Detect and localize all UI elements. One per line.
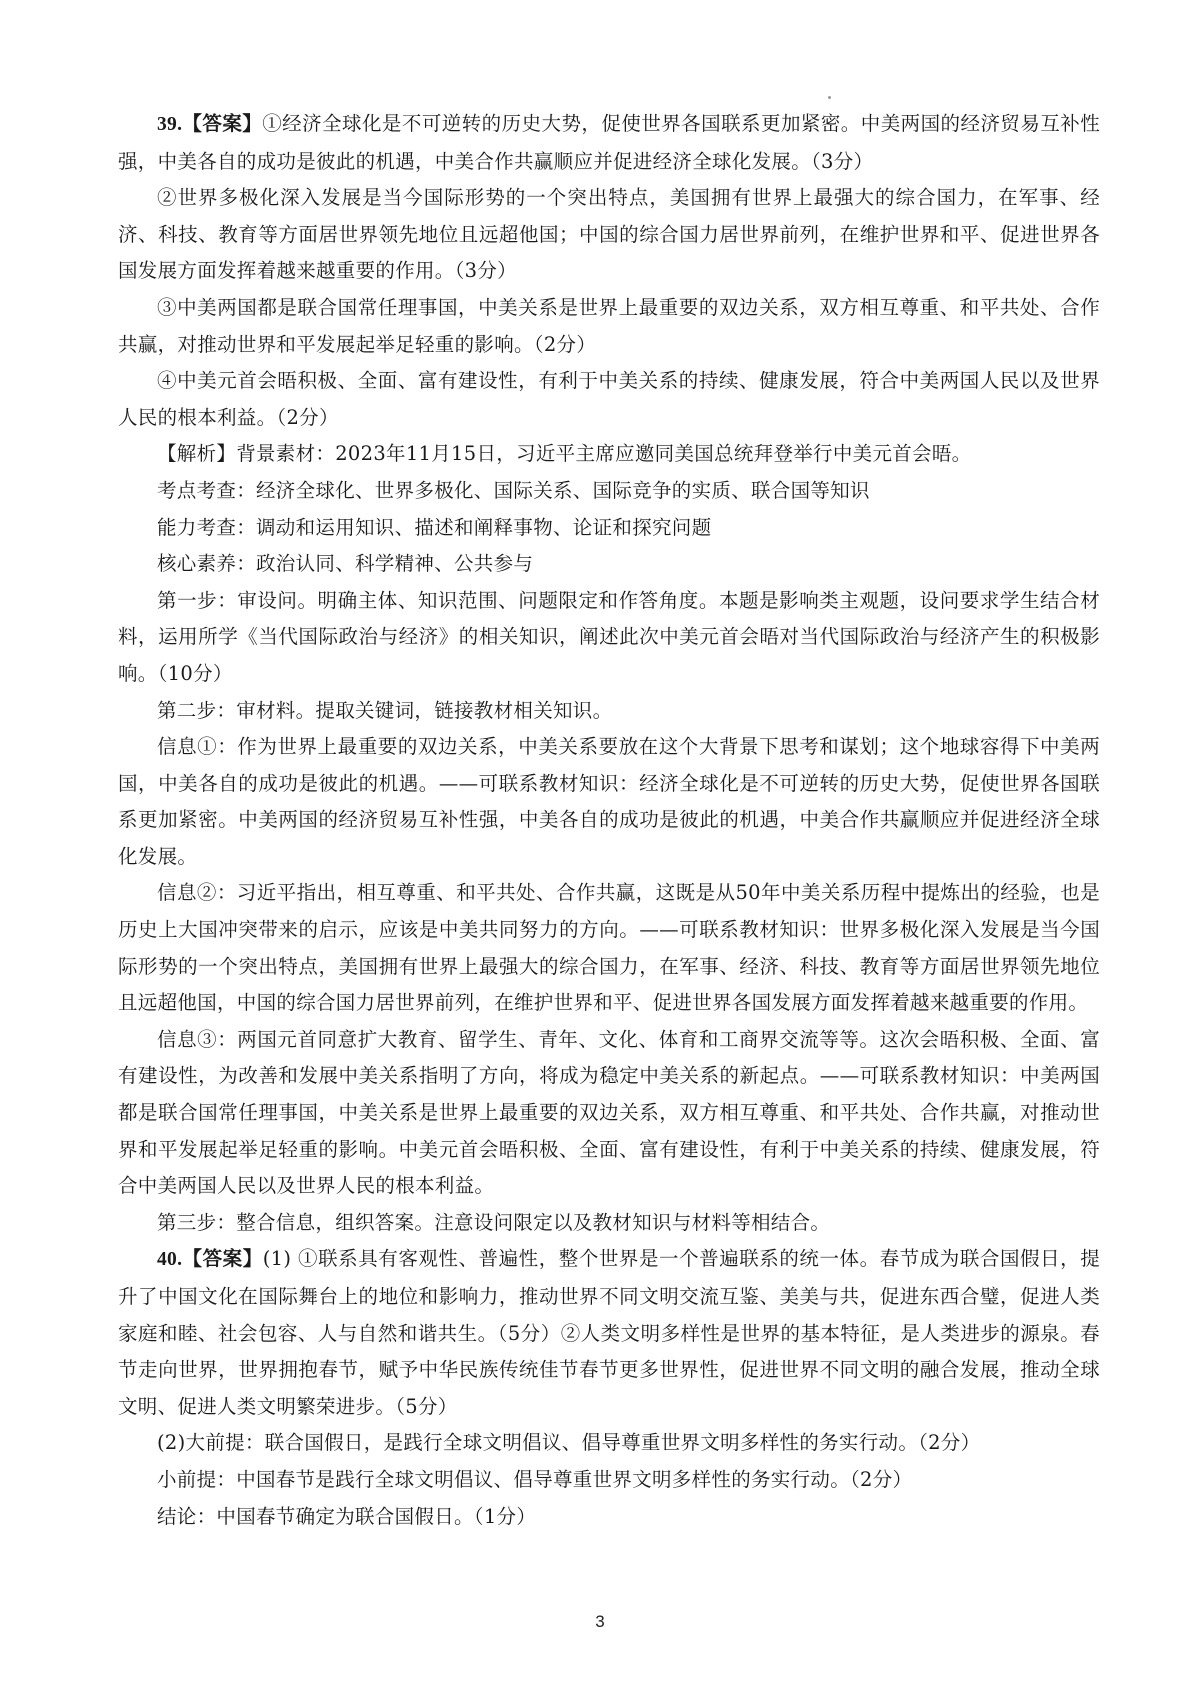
question-40 xyxy=(118,1241,1100,1535)
q39-step-1: 第一步：审设问。明确主体、知识范围、问题限定和作答角度。本题是影响类主观题，设问要求学生结合材料，运用所学《当代国际政治与经济》的相关知识，阐述此次中美元首会晤对当代国际政治与经济产生的积极影响。（10分） xyxy=(118,588,1100,685)
q39-answer-tag: 【答案】 xyxy=(182,112,263,135)
q39-info-2: 信息②：习近平指出，相互尊重、和平共处、合作共赢，这既是从50年中美关系历程中提炼出的经验，也是历史上大国冲突带来的启示，应该是中美共同努力的方向。——可联系教材知识：世界多极化深入发展是当今国际形势的一个突出特点，美国拥有世界上最强大的综合国力，在军事、经济、科技、教育等方面居世界领先地位且远超他国，中国的综合国力居世界前列，在维护世界和平、促进世界各国发展方面发挥着越来越重要的作用。 xyxy=(118,881,1100,1015)
q39-info-3: 信息③：两国元首同意扩大教育、留学生、青年、文化、体育和工商界交流等等。这次会晤积极、全面、富有建设性，为改善和发展中美关系指明了方向，将成为稳定中美关系的新起点。——可联系教材知识：中美两国都是联合国常任理事国，中美关系是世界上最重要的双边关系，双方相互尊重、和平共处、合作共赢，对推动世界和平发展起举足轻重的影响。中美元首会晤积极、全面、富有建设性，有利于中美关系的持续、健康发展，符合中美两国人民以及世界人民的根本利益。 xyxy=(118,1027,1100,1198)
q39-answer-3: ③中美两国都是联合国常任理事国，中美关系是世界上最重要的双边关系，双方相互尊重、和平共处、合作共赢，对推动世界和平发展起举足轻重的影响。（2分） xyxy=(118,295,1100,356)
q40-major-premise: (2)大前提：联合国假日，是践行全球文明倡议、倡导尊重世界文明多样性的务实行动。（2分） xyxy=(157,1431,981,1455)
q39-info-1: 信息①：作为世界上最重要的双边关系，中美关系要放在这个大背景下思考和谋划；这个地球容得下中美两国，中美各自的成功是彼此的机遇。——可联系教材知识：经济全球化是不可逆转的历史大势，促使世界各国联系更加紧密。中美两国的经济贸易互补性强，中美各自的成功是彼此的机遇，中美合作共赢顺应并促进经济全球化发展。 xyxy=(118,735,1100,868)
q39-answer-1 xyxy=(118,106,1100,180)
q40-answer-1-text: (1) ①联系具有客观性、普遍性，整个世界是一个普遍联系的统一体。春节成为联合国假日，提升了中国文化在国际舞台上的地位和影响力，推动世界不同文明交流互鉴、美美与共，促进东西合璧，促进人类家庭和睦、社会包容、人与自然和谐共生。（5分）②人类文明多样性是世界的基本特征，是人类进步的源泉。春节走向世界，世界拥抱春节，赋予中华民族传统佳节春节更多世界性，促进世界不同文明的融合发展，推动全球文明、促进人类文明繁荣进步。（5分） xyxy=(118,1247,1100,1418)
q40-answer-1 xyxy=(118,1241,1100,1425)
q39-hexin: 核心素养：政治认同、科学精神、公共参与 xyxy=(157,552,534,576)
q39-answer-1-text: ①经济全球化是不可逆转的历史大势，促使世界各国联系更加紧密。中美两国的经济贸易互补性强，中美各自的成功是彼此的机遇，中美合作共赢顺应并促进经济全球化发展。（3分） xyxy=(118,112,1100,173)
q40-minor-premise: 小前提：中国春节是践行全球文明倡议、倡导尊重世界文明多样性的务实行动。（2分） xyxy=(157,1467,913,1491)
scan-dot xyxy=(828,96,831,99)
q39-analysis: 【解析】背景素材：2023年11月15日，习近平主席应邀同美国总统拜登举行中美元首会晤。 xyxy=(157,442,972,466)
q39-kaodian: 考点考查：经济全球化、世界多极化、国际关系、国际竞争的实质、联合国等知识 xyxy=(157,478,870,502)
q39-answer-4: ④中美元首会晤积极、全面、富有建设性，有利于中美关系的持续、健康发展，符合中美两国人民以及世界人民的根本利益。（2分） xyxy=(118,369,1100,429)
q39-nengli: 能力考查：调动和运用知识、描述和阐释事物、论证和探究问题 xyxy=(157,515,712,539)
q40-answer-tag: 【答案】 xyxy=(182,1247,263,1271)
question-39 xyxy=(118,106,1100,1241)
q39-step-3: 第三步：整合信息，组织答案。注意设问限定以及教材知识与材料等相结合。 xyxy=(157,1210,831,1234)
page-number: 3 xyxy=(595,1612,605,1631)
q39-answer-2: ②世界多极化深入发展是当今国际形势的一个突出特点，美国拥有世界上最强大的综合国力，在军事、经济、科技、教育等方面居世界领先地位且远超他国；中国的综合国力居世界前列，在维护世界和平、促进世界各国发展方面发挥着越来越重要的作用。（3分） xyxy=(118,186,1100,283)
q40-number: 40. xyxy=(157,1249,183,1271)
q39-number: 39. xyxy=(157,114,183,135)
q40-conclusion: 结论：中国春节确定为联合国假日。（1分） xyxy=(157,1504,537,1528)
q39-step-2: 第二步：审材料。提取关键词，链接教材相关知识。 xyxy=(157,698,613,722)
